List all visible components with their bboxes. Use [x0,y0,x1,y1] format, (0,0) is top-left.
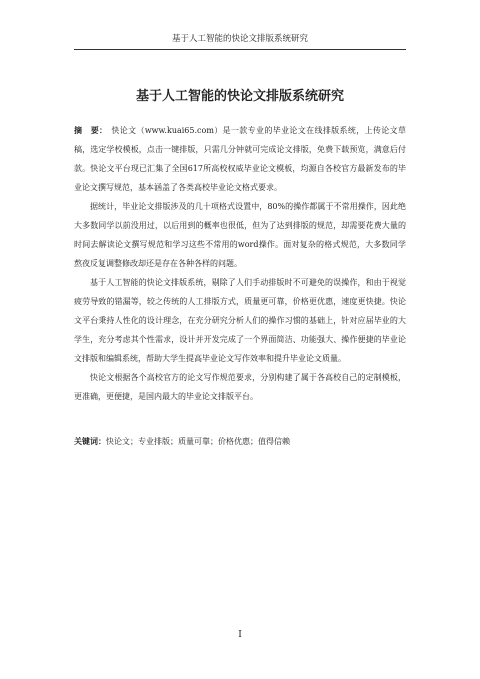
keywords [74,433,406,450]
keywords-label: 关键词： [74,436,106,446]
abstract-label: 摘 要： [74,125,108,135]
running-header: 基于人工智能的快论文排版系统研究 [171,34,308,44]
abstract [74,121,406,197]
header-rule [74,49,406,50]
body-paragraph-2: 基于人工智能的快论文排版系统，剔除了人们手动排版时不可避免的误操作，和由于视觉疲劳导致的错漏等，较之传统的人工排版方式，质量更可靠，价格更优惠，速度更快捷。快论文平台秉持人性化的设计理念，在充分研究分析人们的操作习惯的基础上，针对应届毕业的大学生，充分考虑其个性需求，设计并开发完成了一个界面简洁、功能强大、操作便捷的毕业论文排版和编辑系统，帮助大学生提高毕业论文写作效率和提升毕业论文质量。 [74,278,406,363]
body-text [74,121,406,406]
keywords-text: 快论文；专业排版；质量可靠；价格优惠；值得信赖 [106,437,290,446]
abstract-text: 快论文（www.kuai65.com）是一款专业的毕业论文在线排版系统，上传论文草稿，选定学校模板，点击一键排版，只需几分钟就可完成论文排版，免费下载预览，满意后付款。快论文平台现已汇集了全国617所高校权威毕业论文模板，均源自各校官方最新发布的毕业论文撰写规范，基本涵盖了各类高校毕业论文格式要求。 [74,126,407,192]
body-paragraph-3: 快论文根据各个高校官方的论文写作规范要求，分别构建了属于各高校自己的定制模板，更准确，更便捷，是国内最大的毕业论文排版平台。 [74,373,406,401]
document-title: 基于人工智能的快论文排版系统研究 [135,89,344,104]
body-paragraph-1: 据统计，毕业论文排版涉及的几十项格式设置中，80%的操作都属于不常用操作，因此绝大多数同学以前没用过，以后用到的概率也很低，但为了达到排版的规范，却需要花费大量的时间去解读论文撰写规范和学习这些不常用的word操作。面对复杂的格式规范，大多数同学熬夜反复调整修改却还是存在各种各样的问题。 [74,202,406,268]
page-number: I [238,630,242,640]
abstract-paragraph [74,121,406,197]
